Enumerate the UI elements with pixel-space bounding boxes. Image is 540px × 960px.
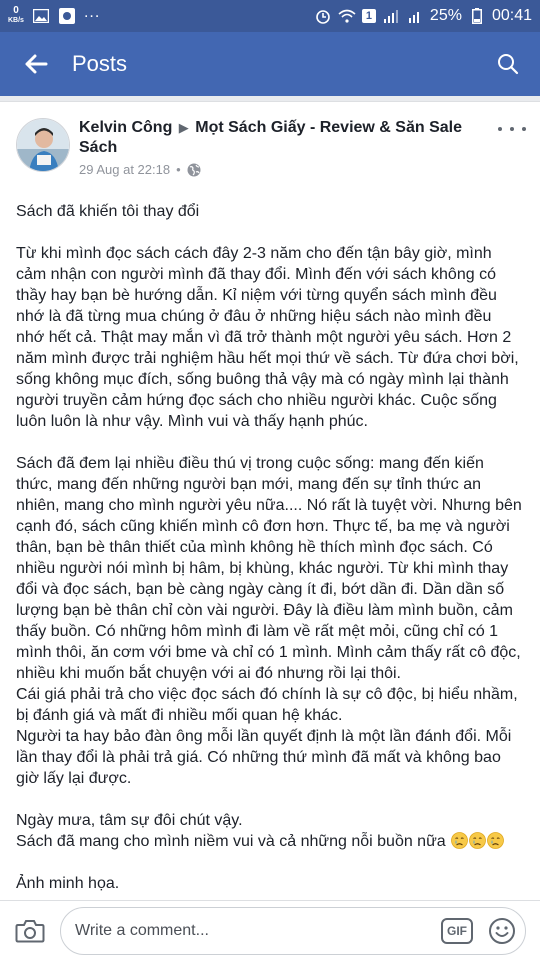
back-button[interactable]: [0, 32, 72, 96]
alarm-icon: [314, 8, 332, 24]
post-meta: [79, 162, 479, 177]
battery-icon: [468, 8, 486, 24]
network-speed-unit: KB/s: [8, 17, 24, 24]
post-header: [0, 102, 540, 177]
network-speed-value: 0: [13, 5, 19, 16]
author-name[interactable]: Kelvin Công: [79, 119, 173, 136]
emoji-button[interactable]: [487, 916, 517, 946]
page-title: Posts: [72, 51, 128, 76]
comment-input[interactable]: [75, 922, 441, 940]
globe-icon: [187, 163, 201, 177]
sim-badge: [362, 9, 376, 23]
wifi-icon: [338, 8, 356, 24]
post-paragraph: Sách đã khiến tôi thay đổi: [16, 203, 200, 220]
battery-percent: 25%: [429, 7, 462, 24]
search-icon: [497, 53, 519, 75]
crying-face-icon: [451, 832, 468, 849]
crying-face-icon: [469, 832, 486, 849]
post-author-line: [79, 118, 479, 158]
comment-bar: [0, 900, 540, 960]
group-name[interactable]: Mọt Sách Giấy - Review & Săn Sale Sách: [79, 119, 463, 156]
comment-input-container: [60, 907, 526, 955]
more-horizontal-icon: [498, 127, 502, 131]
arrow-left-icon: [24, 54, 48, 74]
sim-badge-label: 1: [365, 10, 372, 22]
avatar[interactable]: [16, 118, 70, 172]
triangle-right-icon: ▶: [178, 120, 189, 135]
app-bar: [0, 32, 540, 96]
signal-icon-2: [406, 8, 424, 24]
clock: 00:41: [491, 7, 532, 24]
post-paragraph: Từ khi mình đọc sách cách đây 2-3 năm cho đến tận bây giờ, mình cảm nhận con người mình đã thay đổi. Mình đến với sách không có thầy hay bạn bè hướng dẫn. Kỉ niệm với từng quyển sách mình đều nhớ là đã từng mua chúng ở đâu ở những hiệu sách nào mình đều nhớ hết cả. Thật may mắn vì đã trở thành một người yêu sách. Hơn 2 năm mình được trải nghiệm hầu hết mọi thứ về sách. Từ đứa chơi bời, sống không mục đích, sống buông thả vậy mà có ngày mình lại thành người truyền cảm hứng đọc sách cho nhiều người khác. Cuộc sống luôn luôn là như vậy. Mình vui và thấy hạnh phúc.: [16, 245, 519, 430]
camera-button[interactable]: [0, 901, 60, 960]
post-options-button[interactable]: [498, 120, 526, 138]
post-paragraph: Cái giá phải trả cho việc đọc sách đó chính là sự cô độc, bị hiểu nhầm, bị đánh giá và mất đi nhiều mối quan hệ khác.: [16, 686, 518, 724]
smiley-icon: [488, 917, 516, 945]
network-speed: [8, 6, 24, 26]
status-bar: [0, 0, 540, 32]
gif-button[interactable]: GIF: [441, 918, 473, 944]
facebook-notification-icon: [58, 8, 76, 24]
post-body: [0, 201, 540, 894]
post-paragraph: Ngày mưa, tâm sự đôi chút vậy.: [16, 812, 243, 829]
post-paragraph: Sách đã đem lại nhiều điều thú vị trong cuộc sống: mang đến kiến thức, mang đến những người bạn mới, mang đến sự tỉnh thức an nhiên, mang cho mình người yêu nữa.... Nó rất là tuyệt vời. Nhưng bên cạnh đó, sách cũng khiến mình cô đơn hơn. Thực tế, ba mẹ và người thân, bạn bè thân thiết của mình không hề thích mình đọc sách. Có nhiều người nói mình bị hâm, bị khùng, khác người. Từ khi mình thay đổi và đọc sách, bạn bè càng ngày càng ít đi, bớt dần đi. Dần dần số lượng bạn bè thân chỉ còn vài người. Đây là điều làm mình buồn, cảm thấy buồn. Có những hôm mình đi làm về rất mệt mỏi, cũng chỉ có 1 mình thôi, ăn cơm với bme và chỉ có 1 mình. Mình cảm thấy rất cô độc, nhiều khi muốn bắt chuyện với ai đó nhưng rồi lại thôi.: [16, 455, 522, 682]
post-paragraph: Sách đã mang cho mình niềm vui và cả những nỗi buồn nữa: [16, 833, 446, 850]
search-button[interactable]: [476, 32, 540, 96]
more-horizontal-icon: [510, 127, 514, 131]
post-paragraph-with-emoji: [16, 831, 524, 852]
crying-face-icon: [487, 832, 504, 849]
post-paragraph: Ảnh minh họa.: [16, 875, 120, 892]
image-icon: [32, 8, 50, 24]
meta-separator: •: [176, 162, 181, 177]
camera-icon: [15, 918, 45, 944]
post-paragraph: Người ta hay bảo đàn ông mỗi lần quyết định là một lần đánh đổi. Mỗi lần thay đổi là phải trả giá. Có những thứ mình đã mất và không bao giờ lấy lại được.: [16, 728, 512, 787]
signal-icon: [382, 8, 400, 24]
post-timestamp[interactable]: 29 Aug at 22:18: [79, 162, 171, 177]
more-notifications-indicator: ...: [83, 4, 101, 21]
post-card: [0, 101, 540, 901]
more-horizontal-icon: [522, 127, 526, 131]
